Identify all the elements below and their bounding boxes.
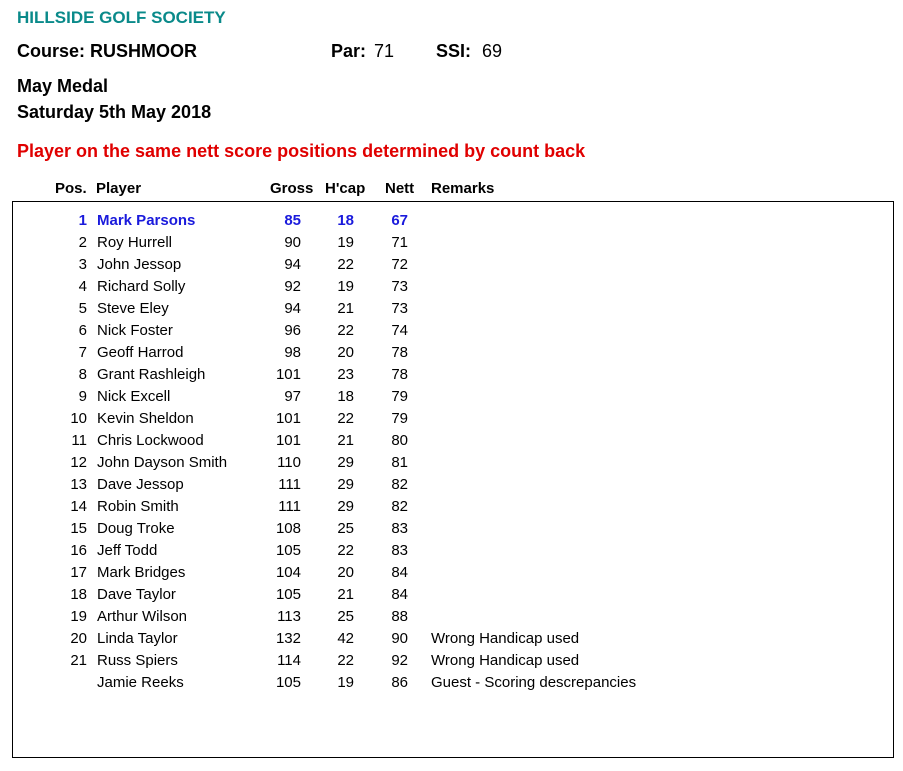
cell-player: Jamie Reeks bbox=[97, 674, 184, 691]
event-date: Saturday 5th May 2018 bbox=[17, 102, 212, 122]
cell-hcap: 19 bbox=[337, 674, 354, 691]
cell-gross: 97 bbox=[284, 388, 301, 405]
results-table bbox=[12, 201, 894, 758]
cell-pos: 10 bbox=[70, 410, 87, 427]
course-line bbox=[17, 41, 197, 62]
cell-pos: 1 bbox=[78, 212, 87, 229]
cell-hcap: 25 bbox=[337, 520, 354, 537]
cell-nett: 86 bbox=[391, 674, 408, 691]
cell-nett: 78 bbox=[391, 344, 408, 361]
cell-player: Chris Lockwood bbox=[97, 432, 204, 449]
cell-nett: 79 bbox=[391, 410, 408, 427]
cell-player: Mark Parsons bbox=[97, 212, 196, 229]
cell-hcap: 22 bbox=[337, 256, 354, 273]
cell-gross: 85 bbox=[284, 212, 301, 229]
cell-player: Grant Rashleigh bbox=[97, 366, 206, 383]
cell-gross: 110 bbox=[277, 454, 301, 471]
cell-gross: 101 bbox=[275, 432, 301, 449]
table-row bbox=[13, 652, 893, 674]
cell-pos: 20 bbox=[70, 630, 87, 647]
cell-player: Richard Solly bbox=[97, 278, 186, 295]
cell-gross: 90 bbox=[284, 234, 301, 251]
cell-player: Jeff Todd bbox=[97, 542, 158, 559]
cell-nett: 82 bbox=[391, 498, 408, 515]
cell-nett: 83 bbox=[391, 520, 408, 537]
table-row bbox=[13, 630, 893, 652]
cell-nett: 88 bbox=[391, 608, 408, 625]
cell-hcap: 29 bbox=[337, 454, 354, 471]
cell-remarks: Guest - Scoring descrepancies bbox=[431, 674, 637, 691]
ssi-value: 69 bbox=[482, 41, 503, 61]
cell-pos: 19 bbox=[70, 608, 87, 625]
cell-gross: 105 bbox=[275, 674, 301, 691]
cell-hcap: 21 bbox=[337, 300, 354, 317]
ssi-label: SSI: bbox=[436, 41, 472, 61]
cell-gross: 113 bbox=[277, 608, 301, 625]
cell-hcap: 22 bbox=[337, 410, 354, 427]
col-header-gross: Gross bbox=[270, 180, 314, 197]
cell-hcap: 21 bbox=[337, 586, 354, 603]
cell-nett: 73 bbox=[391, 278, 408, 295]
table-row bbox=[13, 256, 893, 278]
cell-nett: 80 bbox=[391, 432, 408, 449]
cell-nett: 82 bbox=[391, 476, 408, 493]
cell-nett: 74 bbox=[391, 322, 408, 339]
society-title: HILLSIDE GOLF SOCIETY bbox=[17, 8, 226, 27]
cell-hcap: 22 bbox=[337, 542, 354, 559]
cell-gross: 94 bbox=[284, 256, 301, 273]
table-row bbox=[13, 586, 893, 608]
cell-nett: 92 bbox=[391, 652, 408, 669]
cell-gross: 92 bbox=[284, 278, 301, 295]
cell-player: Doug Troke bbox=[97, 520, 175, 537]
table-row bbox=[13, 278, 893, 300]
event-name: May Medal bbox=[17, 76, 109, 96]
cell-nett: 90 bbox=[391, 630, 408, 647]
cell-gross: 111 bbox=[278, 498, 301, 515]
table-row bbox=[13, 366, 893, 388]
cell-nett: 79 bbox=[391, 388, 408, 405]
cell-gross: 94 bbox=[284, 300, 301, 317]
table-row bbox=[13, 300, 893, 322]
cell-pos: 8 bbox=[78, 366, 87, 383]
cell-pos: 5 bbox=[78, 300, 87, 317]
cell-hcap: 18 bbox=[337, 212, 354, 229]
cell-nett: 73 bbox=[391, 300, 408, 317]
cell-gross: 98 bbox=[284, 344, 301, 361]
cell-hcap: 20 bbox=[337, 564, 354, 581]
table-row bbox=[13, 212, 893, 234]
par-line bbox=[331, 41, 394, 62]
par-label: Par: bbox=[331, 41, 367, 61]
cell-gross: 108 bbox=[275, 520, 301, 537]
course-name: RUSHMOOR bbox=[90, 41, 198, 61]
table-row bbox=[13, 542, 893, 564]
cell-player: Robin Smith bbox=[97, 498, 179, 515]
cell-pos: 6 bbox=[78, 322, 87, 339]
col-header-nett: Nett bbox=[385, 180, 415, 197]
cell-nett: 84 bbox=[391, 586, 408, 603]
cell-hcap: 20 bbox=[337, 344, 354, 361]
cell-gross: 111 bbox=[278, 476, 301, 493]
table-row bbox=[13, 476, 893, 498]
cell-hcap: 25 bbox=[337, 608, 354, 625]
cell-pos: 2 bbox=[78, 234, 87, 251]
table-row bbox=[13, 454, 893, 476]
cell-player: Nick Excell bbox=[97, 388, 171, 405]
table-row bbox=[13, 520, 893, 542]
cell-remarks: Wrong Handicap used bbox=[431, 630, 580, 647]
cell-player: Linda Taylor bbox=[97, 630, 178, 647]
cell-hcap: 19 bbox=[337, 278, 354, 295]
cell-pos: 13 bbox=[70, 476, 87, 493]
cell-pos: 12 bbox=[70, 454, 87, 471]
cell-gross: 132 bbox=[275, 630, 301, 647]
cell-hcap: 42 bbox=[337, 630, 354, 647]
cell-hcap: 21 bbox=[337, 432, 354, 449]
col-header-pos: Pos. bbox=[55, 180, 87, 197]
cell-hcap: 18 bbox=[337, 388, 354, 405]
cell-nett: 83 bbox=[391, 542, 408, 559]
cell-player: Kevin Sheldon bbox=[97, 410, 194, 427]
table-row bbox=[13, 608, 893, 630]
cell-pos: 17 bbox=[70, 564, 87, 581]
cell-gross: 101 bbox=[275, 410, 301, 427]
countback-note: Player on the same nett score positions determined by count back bbox=[17, 141, 586, 161]
cell-player: Geoff Harrod bbox=[97, 344, 184, 361]
cell-nett: 78 bbox=[391, 366, 408, 383]
table-row bbox=[13, 498, 893, 520]
cell-gross: 105 bbox=[275, 542, 301, 559]
cell-player: Dave Taylor bbox=[97, 586, 176, 603]
cell-gross: 96 bbox=[284, 322, 301, 339]
cell-pos: 4 bbox=[78, 278, 87, 295]
table-row bbox=[13, 234, 893, 256]
cell-player: John Jessop bbox=[97, 256, 182, 273]
cell-nett: 84 bbox=[391, 564, 408, 581]
cell-pos: 21 bbox=[70, 652, 87, 669]
cell-nett: 71 bbox=[391, 234, 408, 251]
cell-player: Arthur Wilson bbox=[97, 608, 188, 625]
cell-gross: 114 bbox=[277, 652, 301, 669]
cell-player: Nick Foster bbox=[97, 322, 173, 339]
cell-hcap: 29 bbox=[337, 498, 354, 515]
cell-pos: 11 bbox=[71, 432, 87, 449]
col-header-remarks: Remarks bbox=[431, 180, 495, 197]
cell-gross: 104 bbox=[275, 564, 301, 581]
cell-pos: 18 bbox=[70, 586, 87, 603]
cell-pos: 9 bbox=[78, 388, 87, 405]
cell-hcap: 29 bbox=[337, 476, 354, 493]
cell-nett: 81 bbox=[391, 454, 408, 471]
cell-hcap: 22 bbox=[337, 652, 354, 669]
ssi-line bbox=[436, 41, 502, 62]
table-row bbox=[13, 388, 893, 410]
cell-pos: 16 bbox=[70, 542, 87, 559]
cell-player: Mark Bridges bbox=[97, 564, 186, 581]
table-row bbox=[13, 432, 893, 454]
cell-player: Dave Jessop bbox=[97, 476, 184, 493]
cell-gross: 101 bbox=[275, 366, 301, 383]
cell-pos: 7 bbox=[78, 344, 87, 361]
cell-pos: 3 bbox=[78, 256, 87, 273]
table-row bbox=[13, 564, 893, 586]
cell-hcap: 23 bbox=[337, 366, 354, 383]
col-header-hcap: H'cap bbox=[325, 180, 366, 197]
par-value: 71 bbox=[374, 41, 395, 61]
cell-player: John Dayson Smith bbox=[97, 454, 228, 471]
course-label: Course: bbox=[17, 41, 86, 61]
table-row bbox=[13, 410, 893, 432]
cell-player: Steve Eley bbox=[97, 300, 169, 317]
cell-player: Roy Hurrell bbox=[97, 234, 173, 251]
cell-nett: 72 bbox=[391, 256, 408, 273]
cell-player: Russ Spiers bbox=[97, 652, 178, 669]
cell-remarks: Wrong Handicap used bbox=[431, 652, 580, 669]
cell-hcap: 19 bbox=[337, 234, 354, 251]
cell-pos: 14 bbox=[70, 498, 87, 515]
cell-pos: 15 bbox=[70, 520, 87, 537]
cell-gross: 105 bbox=[275, 586, 301, 603]
table-row bbox=[13, 322, 893, 344]
cell-nett: 67 bbox=[391, 212, 408, 229]
col-header-player: Player bbox=[96, 180, 142, 197]
table-row bbox=[13, 674, 893, 696]
table-row bbox=[13, 344, 893, 366]
cell-hcap: 22 bbox=[337, 322, 354, 339]
